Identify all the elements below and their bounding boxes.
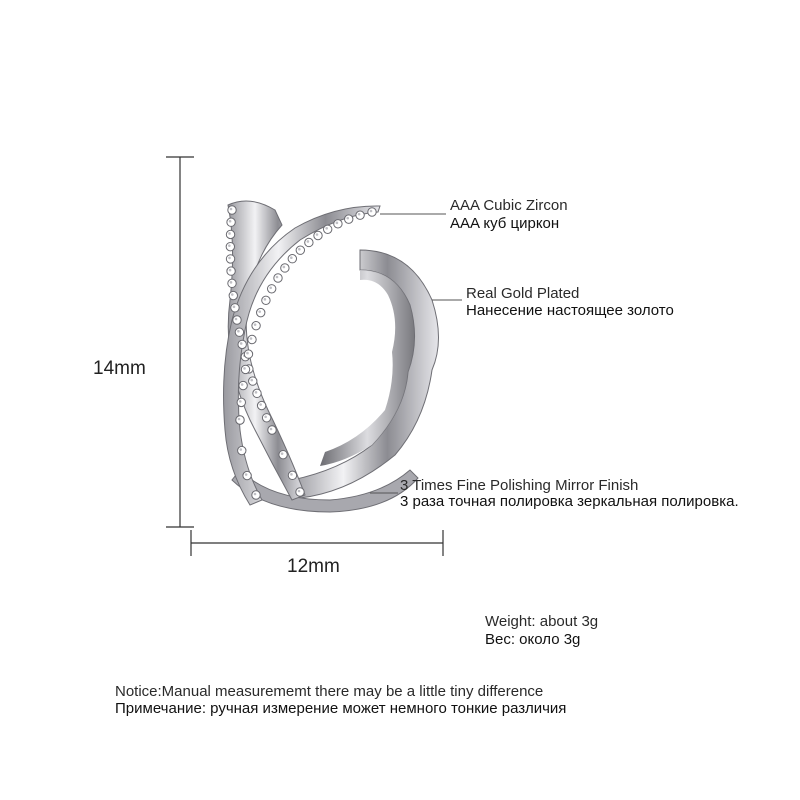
height-label: 14mm xyxy=(93,358,146,379)
zircon-stone xyxy=(262,414,270,422)
zircon-sparkle xyxy=(246,352,249,355)
zircon-stone xyxy=(288,255,296,263)
zircon-stone xyxy=(243,471,251,479)
zircon-stone xyxy=(305,238,313,246)
zircon-stone xyxy=(253,389,261,397)
zircon-sparkle xyxy=(307,240,310,243)
zircon-sparkle xyxy=(239,400,242,403)
zircon-stone xyxy=(228,206,236,214)
zircon-stone xyxy=(267,285,275,293)
zircon-stone xyxy=(288,471,296,479)
zircon-callout-ru: AAA куб циркон xyxy=(450,215,560,232)
notice-ru: Примечание: ручная измерение может немного тонкие различия xyxy=(115,700,567,717)
zircon-sparkle xyxy=(264,415,267,418)
zircon-sparkle xyxy=(316,233,319,236)
zircon-sparkle xyxy=(290,473,293,476)
zircon-stone xyxy=(252,491,260,499)
zircon-stone xyxy=(279,450,287,458)
zircon-stone xyxy=(296,246,304,254)
zircon-sparkle xyxy=(229,269,232,272)
zircon-sparkle xyxy=(231,293,234,296)
zircon-sparkle xyxy=(243,367,246,370)
zircon-sparkle xyxy=(358,213,361,216)
zircon-sparkle xyxy=(254,323,257,326)
zircon-sparkle xyxy=(283,266,286,269)
zircon-sparkle xyxy=(241,383,244,386)
width-label: 12mm xyxy=(287,556,340,577)
zircon-sparkle xyxy=(298,490,301,493)
zircon-stone xyxy=(228,279,236,287)
width-dimension-line xyxy=(191,530,443,556)
zircon-sparkle xyxy=(254,493,257,496)
height-dimension-line xyxy=(166,157,194,527)
zircon-stone xyxy=(356,211,364,219)
zircon-callout-en: AAA Cubic Zircon xyxy=(450,197,568,214)
zircon-stone xyxy=(274,274,282,282)
notice-en: Notice:Manual measurememt there may be a little tiny difference xyxy=(115,683,544,700)
zircon-stone xyxy=(241,365,249,373)
zircon-sparkle xyxy=(228,232,231,235)
polish-callout-ru: 3 раза точная полировка зеркальная полировка. xyxy=(400,493,739,510)
zircon-stone xyxy=(238,340,246,348)
gold-callout-en: Real Gold Plated xyxy=(466,285,580,302)
zircon-sparkle xyxy=(250,379,253,382)
zircon-sparkle xyxy=(228,244,231,247)
zircon-sparkle xyxy=(235,318,238,321)
zircon-stone xyxy=(237,398,245,406)
zircon-stone xyxy=(227,218,235,226)
zircon-stone xyxy=(323,225,331,233)
zircon-sparkle xyxy=(250,337,253,340)
zircon-stone xyxy=(239,381,247,389)
weight-ru: Вес: около 3g xyxy=(485,631,581,648)
zircon-sparkle xyxy=(346,217,349,220)
zircon-stone xyxy=(226,255,234,263)
zircon-stone xyxy=(252,321,260,329)
zircon-sparkle xyxy=(240,342,243,345)
zircon-stone xyxy=(314,231,322,239)
zircon-stone xyxy=(236,416,244,424)
zircon-stone xyxy=(226,242,234,250)
weight-en: Weight: about 3g xyxy=(485,613,599,630)
zircon-sparkle xyxy=(255,391,258,394)
zircon-sparkle xyxy=(238,418,241,421)
zircon-sparkle xyxy=(258,310,261,313)
zircon-sparkle xyxy=(290,256,293,259)
zircon-stone xyxy=(368,208,376,216)
zircon-sparkle xyxy=(298,248,301,251)
zircon-stone xyxy=(257,308,265,316)
zircon-sparkle xyxy=(228,257,231,260)
zircon-stone xyxy=(345,215,353,223)
zircon-stone xyxy=(268,426,276,434)
polish-callout-en: 3 Times Fine Polishing Mirror Finish xyxy=(400,477,639,494)
zircon-stone xyxy=(296,488,304,496)
zircon-stone xyxy=(235,328,243,336)
zircon-stone xyxy=(226,230,234,238)
zircon-stone xyxy=(281,264,289,272)
zircon-sparkle xyxy=(370,210,373,213)
zircon-sparkle xyxy=(270,428,273,431)
zircon-stone xyxy=(229,291,237,299)
zircon-sparkle xyxy=(276,276,279,279)
zircon-sparkle xyxy=(229,220,232,223)
zircon-stone xyxy=(248,335,256,343)
zircon-sparkle xyxy=(259,403,262,406)
zircon-stone xyxy=(257,401,265,409)
zircon-stone xyxy=(262,296,270,304)
gold-callout-ru: Нанесение настоящее золото xyxy=(466,302,674,319)
zircon-stone xyxy=(227,267,235,275)
zircon-stone xyxy=(233,316,241,324)
zircon-sparkle xyxy=(237,330,240,333)
zircon-sparkle xyxy=(230,208,233,211)
zircon-stone xyxy=(238,446,246,454)
zircon-stone xyxy=(231,304,239,312)
zircon-sparkle xyxy=(269,286,272,289)
zircon-stone xyxy=(249,377,257,385)
zircon-sparkle xyxy=(230,281,233,284)
zircon-stone xyxy=(244,350,252,358)
zircon-sparkle xyxy=(233,305,236,308)
zircon-sparkle xyxy=(336,222,339,225)
zircon-sparkle xyxy=(239,448,242,451)
zircon-stone xyxy=(334,220,342,228)
zircon-sparkle xyxy=(281,452,284,455)
ear-cuff-ring xyxy=(224,201,439,512)
ring-back-band xyxy=(292,250,439,498)
zircon-sparkle xyxy=(264,298,267,301)
zircon-sparkle xyxy=(245,473,248,476)
zircon-sparkle xyxy=(325,227,328,230)
